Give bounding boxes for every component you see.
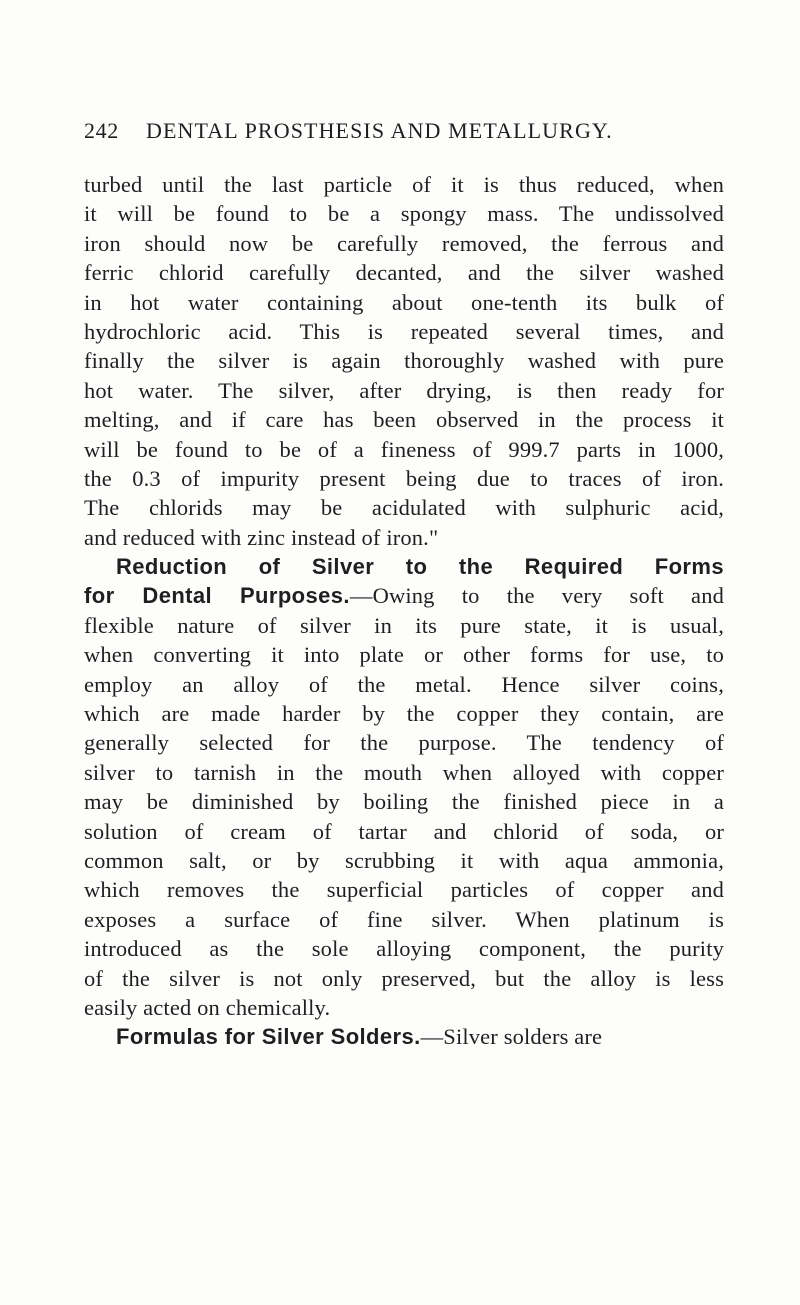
- text-line: solution of cream of tartar and chlorid of soda, or: [84, 818, 724, 844]
- section-heading-line: [84, 552, 724, 581]
- section-heading-continued: for Dental Purposes.: [84, 583, 350, 609]
- section-heading-line: [84, 1022, 724, 1051]
- text-line: turbed until the last particle of it is thus reduced, when: [84, 172, 724, 197]
- text-line: and reduced with zinc instead of iron.": [84, 524, 439, 550]
- text-line: exposes a surface of fine silver. When platinum is: [84, 906, 724, 932]
- text-line: it will be found to be a spongy mass. The undissolved: [84, 201, 724, 227]
- text-line: the 0.3 of impurity present being due to traces of iron.: [84, 465, 724, 491]
- section-text: —Owing to the very soft and: [349, 583, 724, 609]
- text-line: silver to tarnish in the mouth when alloyed with copper: [84, 759, 724, 785]
- text-line: finally the silver is again thoroughly washed with pure: [84, 348, 724, 374]
- text-line: The chlorids may be acidulated with sulphuric acid,: [84, 495, 724, 521]
- text-line: common salt, or by scrubbing it with aqua ammonia,: [84, 847, 724, 873]
- text-line: iron should now be carefully removed, the ferrous and: [84, 230, 724, 256]
- text-line: ferric chlorid carefully decanted, and the silver washed: [84, 260, 724, 286]
- page-body: [84, 170, 724, 1052]
- text-line: hot water. The silver, after drying, is then ready for: [84, 377, 724, 403]
- text-line: introduced as the sole alloying component, the purity: [84, 936, 724, 962]
- text-line: flexible nature of silver in its pure state, it is usual,: [84, 612, 724, 638]
- text-line: may be diminished by boiling the finished piece in a: [84, 789, 724, 815]
- section-text: —Silver solders are: [420, 1024, 603, 1050]
- text-line: which are made harder by the copper they contain, are: [84, 701, 724, 727]
- text-line: of the silver is not only preserved, but the alloy is less: [84, 965, 724, 991]
- section-heading: Formulas for Silver Solders.: [116, 1024, 421, 1050]
- text-line: employ an alloy of the metal. Hence silver coins,: [84, 671, 724, 697]
- text-line: generally selected for the purpose. The tendency of: [84, 730, 724, 756]
- text-line: which removes the superficial particles of copper and: [84, 877, 724, 903]
- text-line: easily acted on chemically.: [84, 994, 331, 1020]
- text-line: in hot water containing about one-tenth its bulk of: [84, 289, 724, 315]
- section-heading: Reduction of Silver to the Required Forms: [116, 554, 724, 580]
- page-number: 242: [84, 118, 119, 143]
- text-line: hydrochloric acid. This is repeated several times, and: [84, 318, 724, 344]
- text-line: will be found to be of a fineness of 999.7 parts in 1000,: [84, 436, 724, 462]
- page-header: [84, 118, 724, 144]
- running-head: DENTAL PROSTHESIS AND METALLURGY.: [146, 118, 613, 143]
- text-line: melting, and if care has been observed in the process it: [84, 407, 724, 433]
- section-first-line: [84, 581, 724, 610]
- text-line: when converting it into plate or other forms for use, to: [84, 642, 724, 668]
